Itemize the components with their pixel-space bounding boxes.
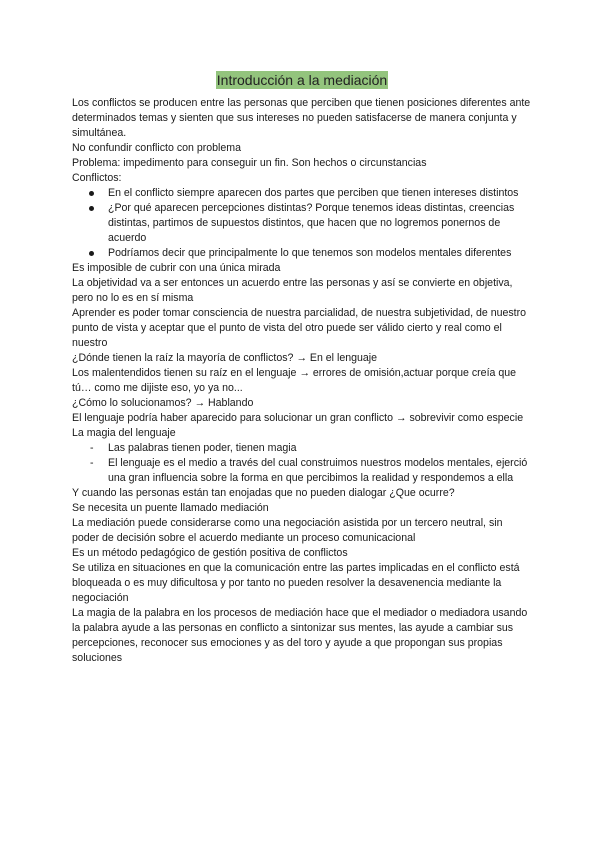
document-body bbox=[72, 96, 532, 666]
paragraph: Los malentendidos tienen su raíz en el lenguaje → errores de omisión,actuar porque creía que tú… como me dijiste eso, yo ya no... bbox=[72, 367, 517, 394]
paragraph: Problema: impedimento para conseguir un fin. Son hechos o circunstancias bbox=[72, 157, 427, 169]
paragraph: Y cuando las personas están tan enojadas que no pueden dialogar ¿Que ocurre? bbox=[72, 487, 455, 499]
section-label: Conflictos: bbox=[72, 172, 122, 184]
paragraph: No confundir conflicto con problema bbox=[72, 142, 242, 154]
title-container bbox=[72, 71, 532, 90]
paragraph: ¿Dónde tienen la raíz la mayoría de conflictos? → En el lenguaje bbox=[72, 352, 378, 364]
conflict-bullet-list bbox=[72, 186, 532, 261]
list-item: Podríamos decir que principalmente lo que tenemos son modelos mentales diferentes bbox=[72, 246, 532, 261]
paragraph: ¿Cómo lo solucionamos? → Hablando bbox=[72, 397, 254, 409]
magic-bullet-list bbox=[72, 441, 532, 486]
paragraph: Se necesita un puente llamado mediación bbox=[72, 502, 269, 514]
section-label: La magia del lenguaje bbox=[72, 427, 176, 439]
paragraph: La mediación puede considerarse como una negociación asistida por un tercero neutral, sin poder de decisión sobre el acuerdo mediante un proceso comunicacional bbox=[72, 517, 503, 544]
list-item: - El lenguaje es el medio a través del cual construimos nuestros modelos mentales, ejerció una gran influencia sobre la forma en que percibimos la realidad y respondemos a ella bbox=[72, 456, 532, 486]
paragraph: Aprender es poder tomar consciencia de nuestra parcialidad, de nuestra subjetividad, de nuestro punto de vista y aceptar que el punto de vista del otro puede ser válido cierto y real como el nuestro bbox=[72, 307, 527, 349]
list-item: En el conflicto siempre aparecen dos partes que perciben que tienen intereses distintos bbox=[72, 186, 532, 201]
paragraph: El lenguaje podría haber aparecido para solucionar un gran conflicto → sobrevivir como especie bbox=[72, 412, 524, 424]
list-item: - Las palabras tienen poder, tienen magia bbox=[72, 441, 532, 456]
paragraph: Los conflictos se producen entre las personas que perciben que tienen posiciones diferentes ante determinados temas y sienten que sus intereses no pueden satisfacerse de manera conjunta y simultánea. bbox=[72, 97, 531, 139]
paragraph: Es un método pedagógico de gestión positiva de conflictos bbox=[72, 547, 348, 559]
paragraph: Se utiliza en situaciones en que la comunicación entre las partes implicadas en el conflicto está bloqueada o es muy dificultosa y por tanto no pueden resolver la desavenencia mediante la negociación bbox=[72, 562, 520, 604]
paragraph: La objetividad va a ser entonces un acuerdo entre las personas y así se convierte en objetiva, pero no lo es en sí misma bbox=[72, 277, 513, 304]
document-title: Introducción a la mediación bbox=[216, 72, 388, 88]
paragraph: La magia de la palabra en los procesos de mediación hace que el mediador o mediadora usando la palabra ayude a las personas en conflicto a sintonizar sus mentes, las ayude a cambiar sus percepciones, reconocer sus emociones y as del toro y ayude a que propongan sus propias soluciones bbox=[72, 607, 528, 664]
list-item: ¿Por qué aparecen percepciones distintas? Porque tenemos ideas distintas, creencias distintas, partimos de supuestos distintos, que hacen que no logremos ponernos de acuerdo bbox=[72, 201, 532, 246]
paragraph: Es imposible de cubrir con una única mirada bbox=[72, 262, 281, 274]
